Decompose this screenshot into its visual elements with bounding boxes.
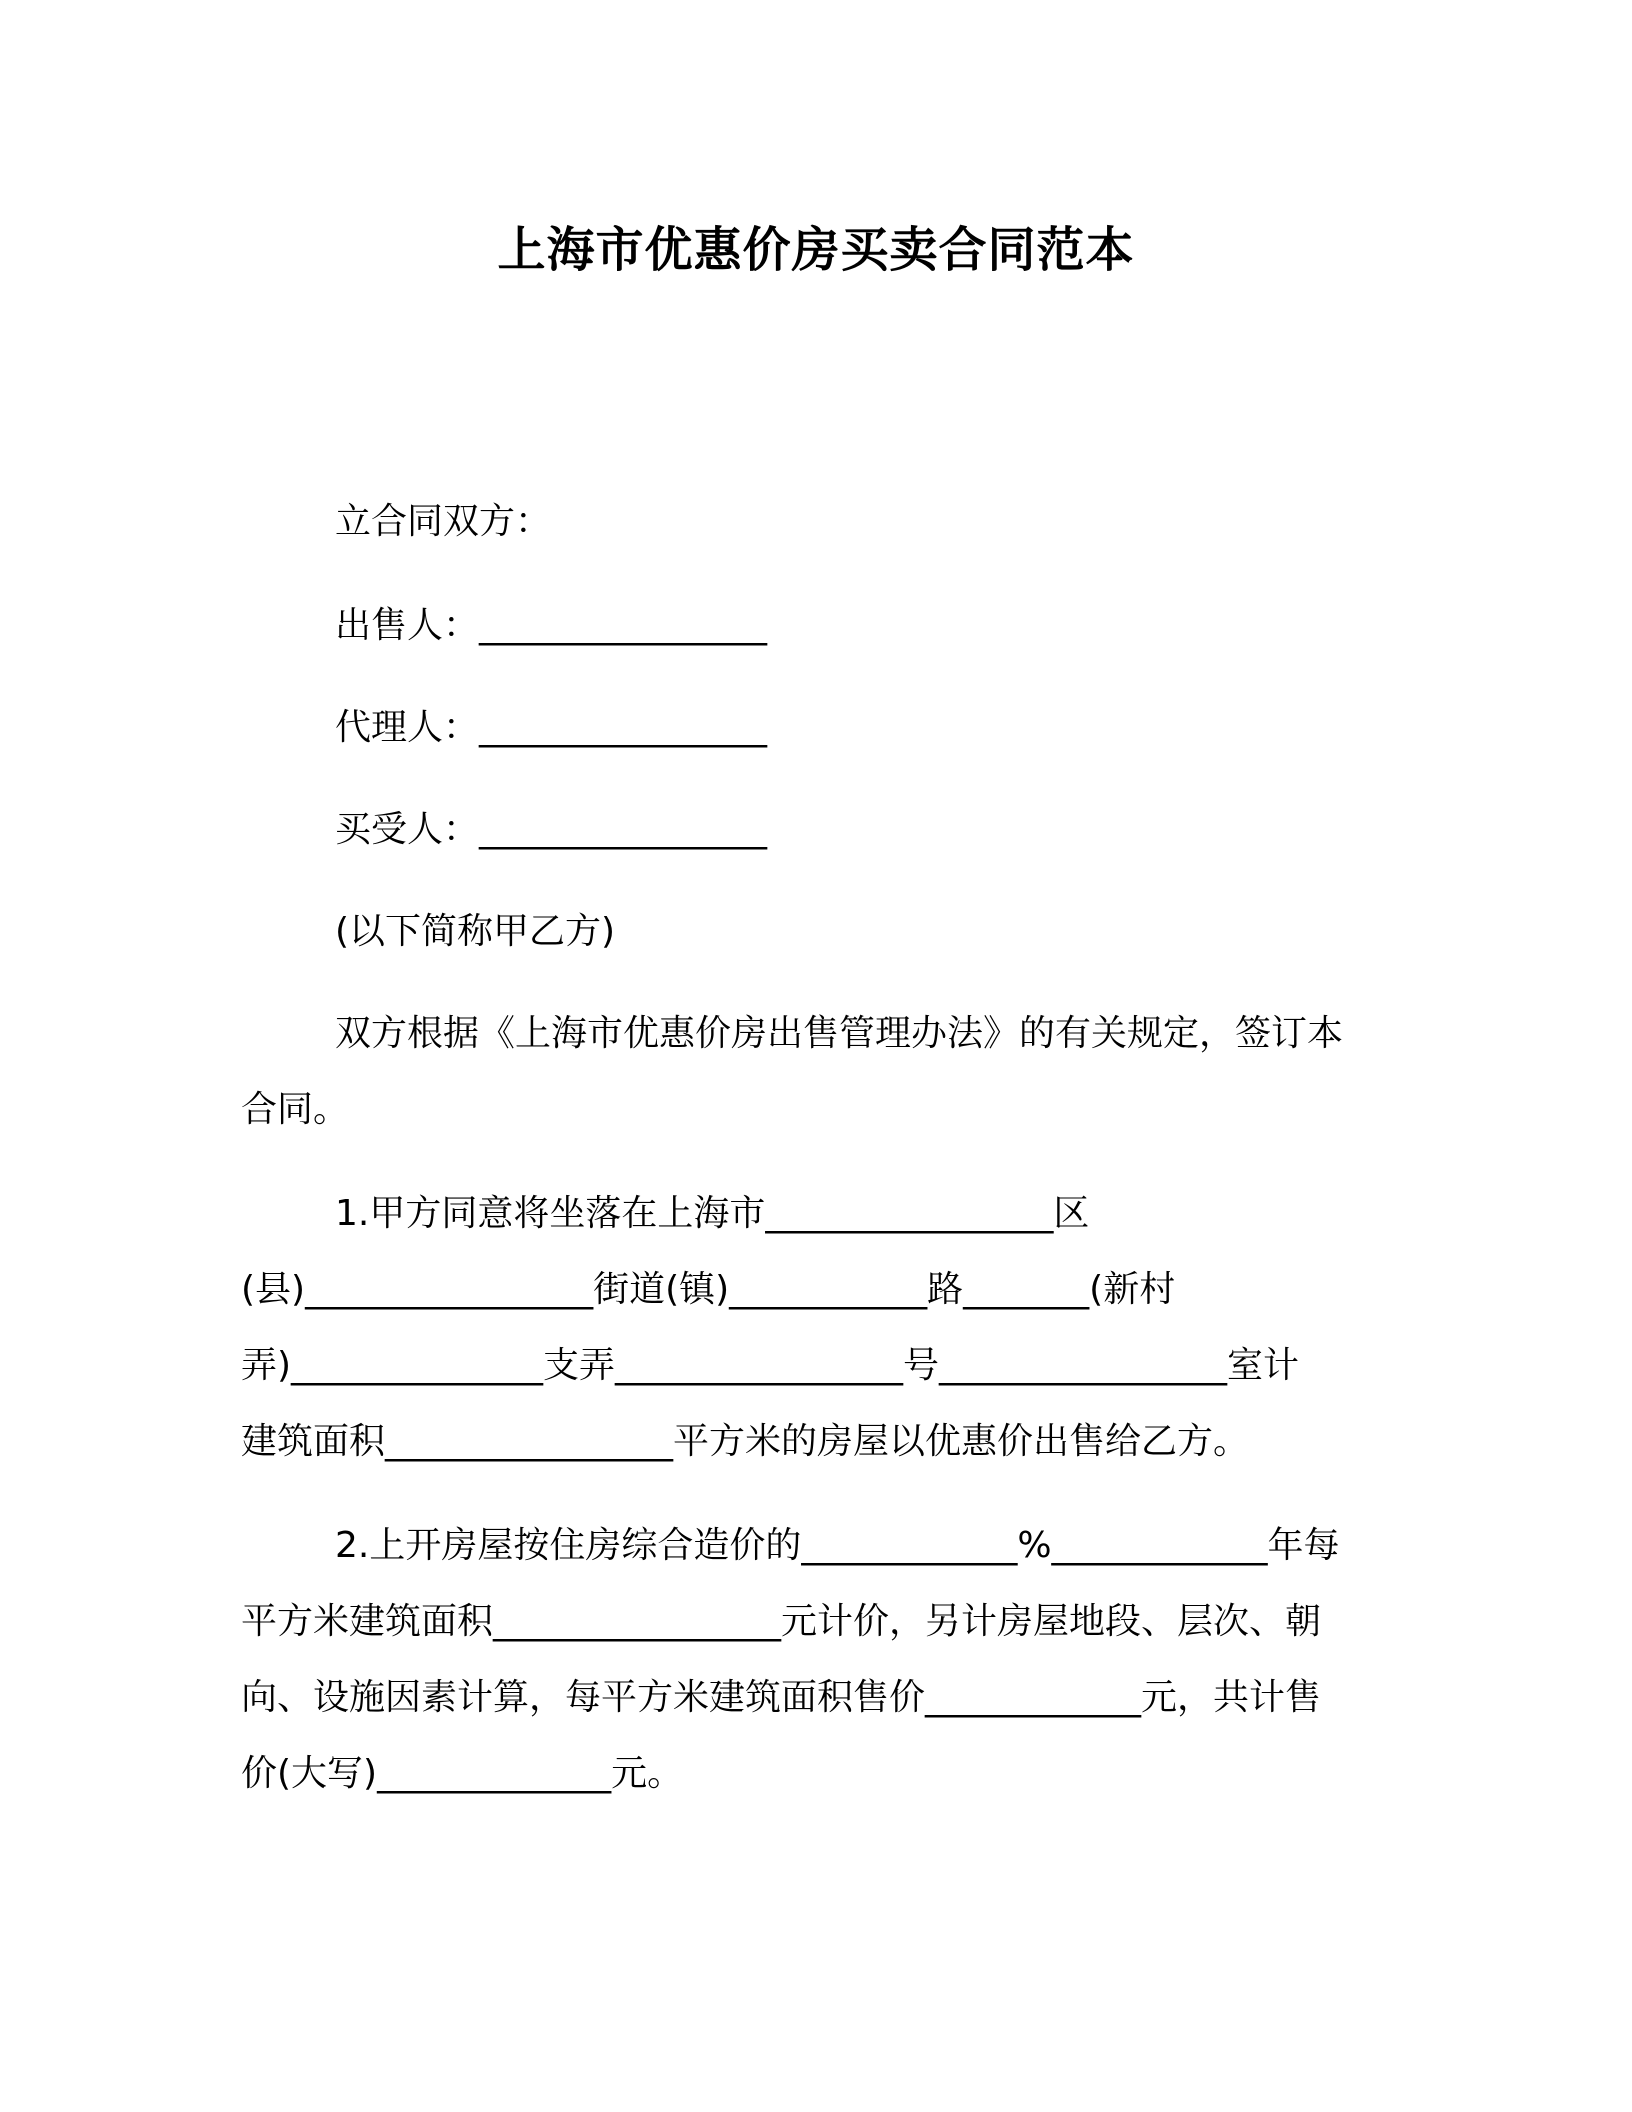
page-title: 上海市优惠价房买卖合同范本	[497, 222, 1135, 278]
clause-2-line-3: 向、设施因素计算，每平方米建筑面积售价____________元，共计售	[241, 1677, 1322, 1718]
clause-2-line-4: 价(大写)_____________元。	[241, 1753, 684, 1794]
clause-1-line-4: 建筑面积________________平方米的房屋以优惠价出售给乙方。	[241, 1421, 1250, 1462]
clause-2-line-1: 2.上开房屋按住房综合造价的____________%____________年每	[335, 1525, 1340, 1566]
clause-1-line-1: 1.甲方同意将坐落在上海市________________区	[335, 1193, 1090, 1234]
preamble-line-1: 双方根据《上海市优惠价房出售管理办法》的有关规定，签订本	[335, 1013, 1344, 1054]
clause-1-line-2: (县)________________街道(镇)___________路_______(新村	[241, 1269, 1176, 1310]
seller-line: 出售人：________________	[335, 605, 768, 646]
clause-1-line-3: 弄)______________支弄________________号________________室计	[241, 1345, 1300, 1386]
abbreviation-note: (以下简称甲乙方)	[335, 911, 616, 952]
clause-2-line-2: 平方米建筑面积________________元计价，另计房屋地段、层次、朝	[241, 1601, 1322, 1642]
buyer-line: 买受人：________________	[335, 809, 768, 850]
parties-heading: 立合同双方：	[335, 501, 552, 542]
agent-line: 代理人：________________	[335, 707, 768, 748]
preamble-line-2: 合同。	[241, 1089, 350, 1130]
